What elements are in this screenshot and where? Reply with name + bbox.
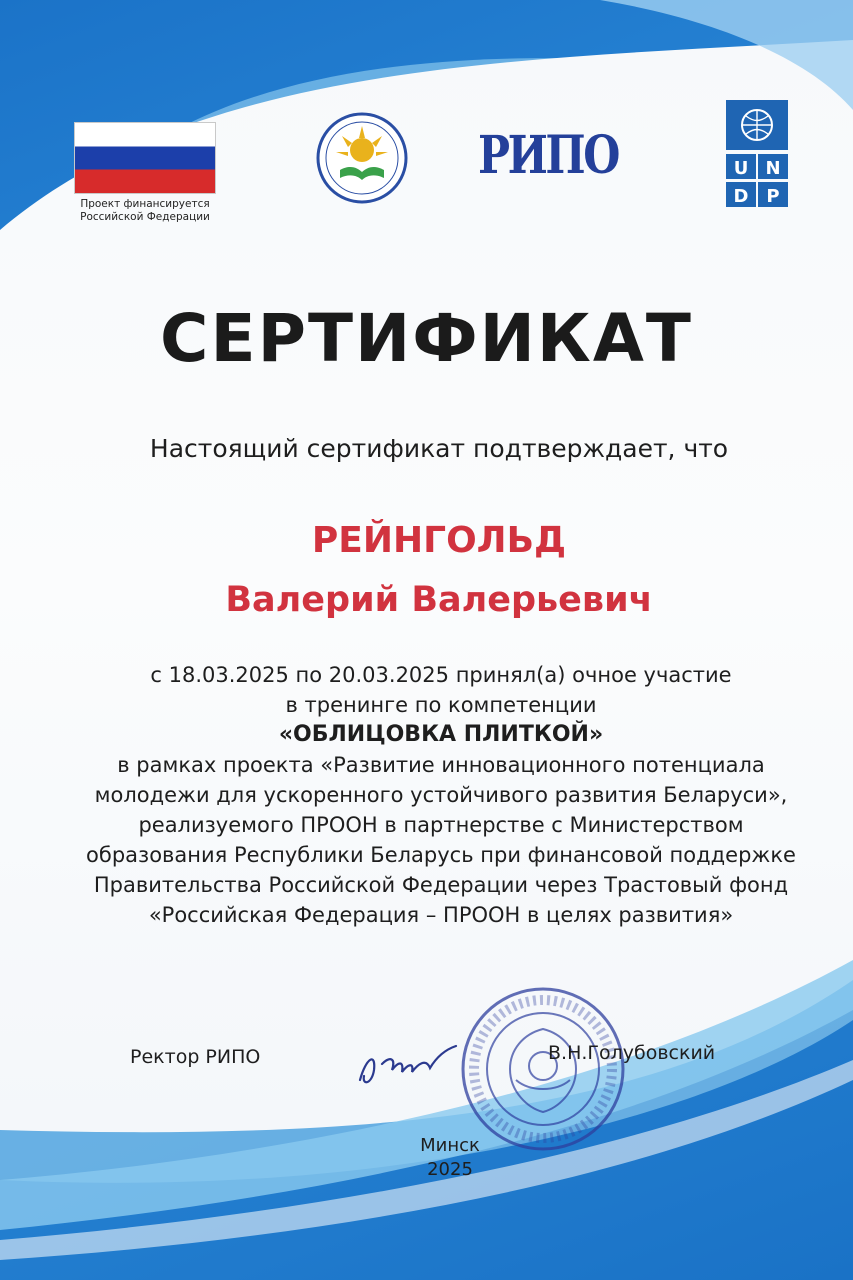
svg-text:N: N xyxy=(765,158,781,179)
flag-caption-line2: Российской Федерации xyxy=(80,211,210,223)
svg-text:U: U xyxy=(733,158,749,179)
body-line-ministry: образования Республики Беларусь при финансовой поддержке xyxy=(86,843,796,867)
body-line-dates: с 18.03.2025 по 20.03.2025 принял(а) очное участие xyxy=(150,663,732,687)
competence-name: «ОБЛИЦОВКА ПЛИТКОЙ» xyxy=(278,722,604,747)
svg-text:D: D xyxy=(733,186,749,207)
body-line-youth: молодежи для ускоренного устойчивого развития Беларуси», xyxy=(94,783,788,807)
issue-year: 2025 xyxy=(427,1159,473,1180)
rector-name: В.Н.Голубовский xyxy=(548,1042,716,1064)
body-line-government: Правительства Российской Федерации через Трастовый фонд xyxy=(93,873,789,897)
undp-logo xyxy=(726,100,788,208)
body-line-training: в тренинге по компетенции xyxy=(285,693,597,717)
flag-caption-line1: Проект финансируется xyxy=(80,198,210,210)
body-line-project: в рамках проекта «Развитие инновационного потенциала xyxy=(117,753,765,777)
body-line-partner: реализуемого ПРООН в партнерстве с Министерством xyxy=(138,813,744,837)
certificate-body xyxy=(0,660,853,930)
official-stamp xyxy=(458,984,628,1154)
svg-text:P: P xyxy=(766,186,780,207)
ministry-emblem-logo xyxy=(316,112,408,204)
certificate-title: СЕРТИФИКАТ xyxy=(160,300,693,377)
recipient-surname: РЕЙНГОЛЬД xyxy=(311,520,567,561)
ripo-logo: РИПО xyxy=(478,125,618,186)
recipient-given-names: Валерий Валерьевич xyxy=(225,580,653,620)
rector-label: Ректор РИПО xyxy=(130,1046,261,1068)
body-line-fund: «Российская Федерация – ПРООН в целях развития» xyxy=(148,903,734,927)
issue-city: Минск xyxy=(420,1135,480,1156)
certificate-intro: Настоящий сертификат подтверждает, что xyxy=(149,434,729,463)
russian-flag-logo xyxy=(74,122,216,194)
flag-caption xyxy=(60,198,230,224)
issue-place xyxy=(380,1134,520,1182)
signature-mark xyxy=(352,1028,462,1098)
